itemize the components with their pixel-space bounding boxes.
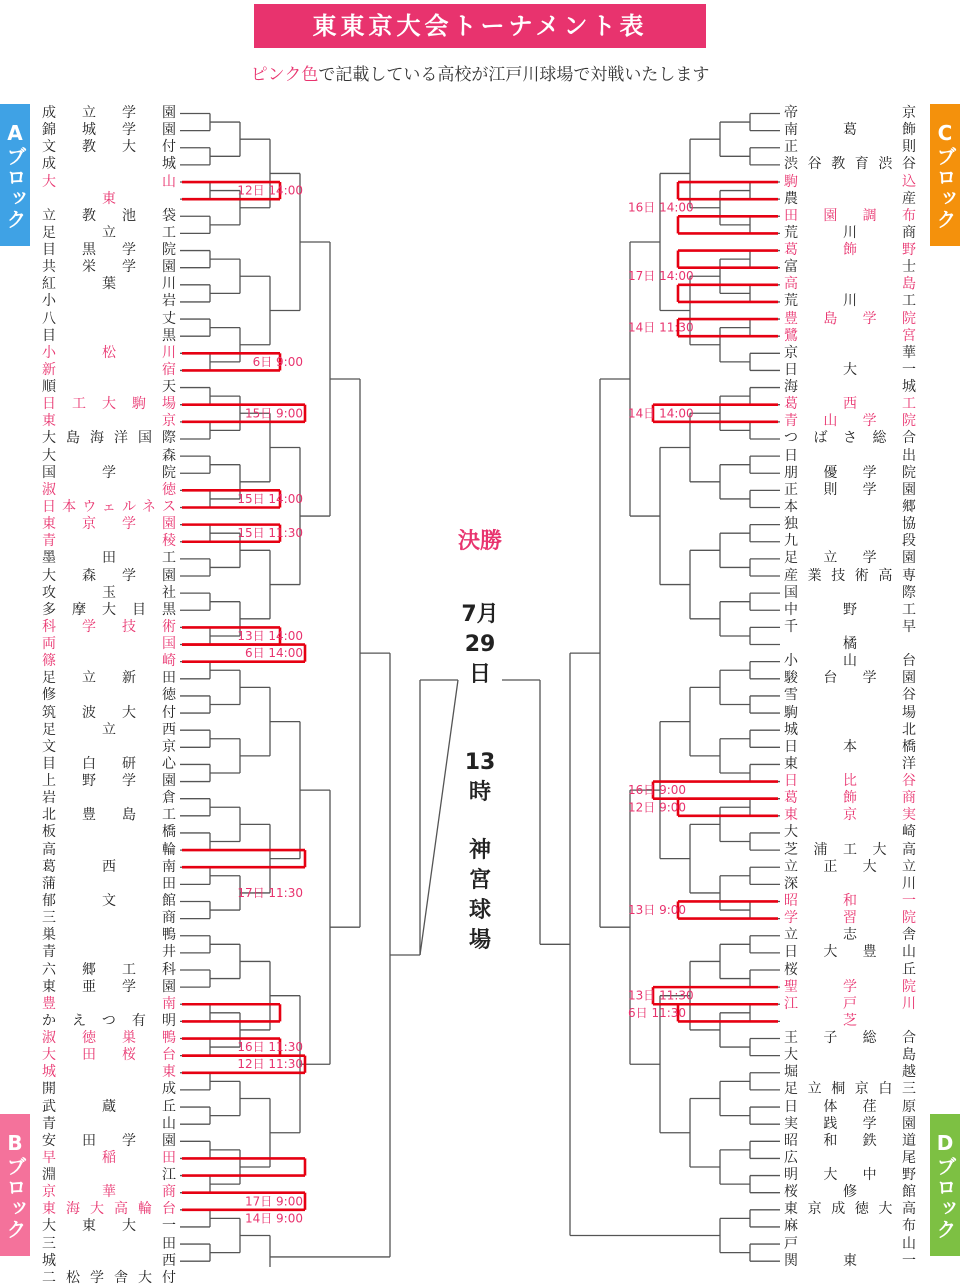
team-name: 両国 [42,636,176,653]
team-name: 田園調布 [784,207,916,224]
team-name: 東 [102,190,116,207]
team-name: 東京 [42,413,176,430]
team-name: 足立学園 [784,550,916,567]
team-name: 東洋 [784,755,916,772]
team-name: 葛西南 [42,858,176,875]
subtitle-pink-text: ピンク色 [250,65,319,85]
team-name: 駿台学園 [784,670,916,687]
team-name: 足立桐京白三 [784,1081,916,1098]
team-name: 東京実 [784,807,916,824]
block-d-label: Dブロック [930,1114,960,1256]
team-name: 荒川工 [784,293,916,310]
subtitle-text: で記載している高校が江戸川球場で対戦いたします [318,65,710,85]
team-name: 葛飾野 [784,242,916,259]
team-name: 安田学園 [42,1132,176,1149]
team-name: 目白研心 [42,755,176,772]
team-name: 城北 [784,721,916,738]
match-schedule-label: 13日 14:00 [237,628,303,643]
team-name: 広尾 [784,1149,916,1166]
team-name: 鷺宮 [784,327,916,344]
team-name: 新宿 [42,361,176,378]
match-schedule-label: 16日 11:30 [237,1040,303,1055]
team-name: 蒲田 [42,875,176,892]
team-name: 海城 [784,379,916,396]
team-name: 高島 [784,276,916,293]
team-name: 大東大一 [42,1218,176,1235]
team-name: 大島 [784,1047,916,1064]
team-name: 聖学院 [784,978,916,995]
match-schedule-label: 6日 9:00 [252,354,303,369]
team-name: 堀越 [784,1064,916,1081]
team-name: 篠崎 [42,653,176,670]
team-name: 正則学園 [784,481,916,498]
team-name: 学習院 [784,910,916,927]
team-name: 国際 [784,584,916,601]
final-label: 決勝 [457,529,502,554]
team-name: 葛西工 [784,396,916,413]
team-name: 八丈 [42,310,176,327]
team-name: 戸山 [784,1235,916,1252]
team-name: 錦城学園 [42,122,176,139]
team-name: 足立工 [42,224,176,241]
match-schedule-label: 12日 11:30 [237,1057,303,1072]
team-name: 大田桜台 [42,1047,176,1064]
team-name: 大山 [42,173,176,190]
team-name: 麻布 [784,1218,916,1235]
team-name: 青井 [42,944,176,961]
team-name: 青山学院 [784,413,916,430]
team-name: 淑徳 [42,481,176,498]
match-schedule-label: 17日 14:00 [628,269,694,284]
team-name: 独協 [784,516,916,533]
final-venue: 神宮球場 [468,838,491,953]
team-name: 多摩大目黒 [42,601,176,618]
block-b-label: Bブロック [0,1114,30,1256]
team-name: 昭和鉄道 [784,1132,916,1149]
team-name: 豊南 [42,995,176,1012]
team-name: つばさ総合 [784,430,916,447]
team-name: 目黒 [42,327,176,344]
team-name: 東京学園 [42,516,176,533]
team-name: 三商 [42,910,176,927]
team-name: 文教大付 [42,139,176,156]
match-schedule-label: 13日 11:30 [628,988,694,1003]
bracket-line [420,680,458,955]
team-name: 城西 [42,1252,176,1269]
team-name: 農産 [784,190,916,207]
team-name: 本郷 [784,498,916,515]
team-name: 青山 [42,1115,176,1132]
team-name: 武蔵丘 [42,1098,176,1115]
team-name: 青稜 [42,533,176,550]
match-schedule-label: 17日 9:00 [244,1194,303,1209]
team-name: 日比谷 [784,773,916,790]
team-name: 朋優学院 [784,464,916,481]
match-schedule-label: 15日 9:00 [244,406,303,421]
team-name: 帝京 [784,105,916,121]
team-name: 板橋 [42,824,176,841]
page-title: 東東京大会トーナメント表 [254,4,706,48]
team-name: 二松学舎大付 [42,1269,176,1286]
match-schedule-label: 13日 9:00 [628,903,687,918]
team-name: 荒川商 [784,224,916,241]
team-name: 日大一 [784,361,916,378]
team-name: 江戸川 [784,995,916,1012]
match-schedule-label: 15日 14:00 [237,491,303,506]
team-name: 三田 [42,1235,176,1252]
team-name: 順天 [42,379,176,396]
team-name: 北豊島工 [42,807,176,824]
team-name: かえつ有明 [42,1012,176,1029]
team-name: 岩倉 [42,790,176,807]
team-name: 中野工 [784,601,916,618]
final-date: 7月29日 [461,602,499,687]
team-name: 巣鴨 [42,927,176,944]
team-name: 大崎 [784,824,916,841]
team-name: 南葛飾 [784,122,916,139]
team-name: 桜修館 [784,1184,916,1201]
team-name: 実践学園 [784,1115,916,1132]
team-name: 城東 [42,1064,176,1081]
team-name: 立志舎 [784,927,916,944]
team-name: 大森学園 [42,567,176,584]
team-name: 芝浦工大高 [784,841,916,858]
team-name: 桜丘 [784,961,916,978]
team-name: 成立学園 [42,105,176,121]
team-name: 郁文館 [42,892,176,909]
team-name: 京華 [784,344,916,361]
team-name: 駒込 [784,173,916,190]
team-name: 文京 [42,738,176,755]
match-schedule-label: 17日 11:30 [237,885,303,900]
team-name: 日大豊山 [784,944,916,961]
team-name: 足立西 [42,721,176,738]
team-name: 雪谷 [784,687,916,704]
match-schedule-label: 14日 9:00 [244,1211,303,1226]
team-name: 紅葉川 [42,276,176,293]
match-schedule-label: 6日 14:00 [244,646,303,661]
team-name: 京華商 [42,1184,176,1201]
team-name: 立正大立 [784,858,916,875]
team-name: 千早 [784,618,916,635]
team-name: 筑波大付 [42,704,176,721]
team-name: 成城 [42,156,176,173]
team-name: 日工大駒場 [42,396,176,413]
team-name: 富士 [784,259,916,276]
team-name: 淵江 [42,1167,176,1184]
team-name: 小松川 [42,344,176,361]
team-name: 攻玉社 [42,584,176,601]
team-name: 共栄学園 [42,259,176,276]
team-name: 高輪 [42,841,176,858]
team-name: 東京成徳大高 [784,1201,916,1218]
team-name: 渋谷教育渋谷 [784,156,916,173]
team-name: 早稲田 [42,1149,176,1166]
team-name: 日出 [784,447,916,464]
team-name: 駒場 [784,704,916,721]
team-name: 上野学園 [42,773,176,790]
team-name: 王子総合 [784,1030,916,1047]
team-name: 明大中野 [784,1167,916,1184]
match-schedule-label: 15日 11:30 [237,526,303,541]
team-name: 国学院 [42,464,176,481]
team-name: 小岩 [42,293,176,310]
team-name: 科学技術 [42,618,176,635]
team-name: 修徳 [42,687,176,704]
team-name: 正則 [784,139,916,156]
match-schedule-label: 14日 11:30 [628,320,694,335]
team-name: 淑徳巣鴨 [42,1030,176,1047]
team-name: 日本橋 [784,738,916,755]
team-name: 東亜学園 [42,978,176,995]
final-time: 13時 [464,750,496,805]
team-name: 葛飾商 [784,790,916,807]
team-name: 九段 [784,533,916,550]
team-name: 六郷工科 [42,961,176,978]
team-name: 小山台 [784,653,916,670]
match-schedule-label: 16日 9:00 [628,783,687,798]
team-name: 大森 [42,447,176,464]
team-name: 足立新田 [42,670,176,687]
team-name: 深川 [784,875,916,892]
match-schedule-label: 12日 9:00 [628,800,687,815]
block-c-label: Cブロック [930,104,960,246]
team-name: 立教池袋 [42,207,176,224]
team-name: 関東一 [784,1252,916,1269]
match-schedule-label: 6日 11:30 [628,1005,687,1020]
team-name: 産業技術高専 [784,567,916,584]
match-schedule-label: 12日 14:00 [237,183,303,198]
team-name: 芝 [843,1012,857,1029]
match-schedule-label: 16日 14:00 [628,200,694,215]
team-name: 日本ウェルネス [42,498,176,515]
team-name: 目黒学院 [42,242,176,259]
block-a-label: Aブロック [0,104,30,246]
team-name: 墨田工 [42,550,176,567]
match-schedule-label: 14日 14:00 [628,406,694,421]
team-name: 東海大高輪台 [42,1201,176,1218]
team-name: 日体荏原 [784,1098,916,1115]
team-name: 豊島学院 [784,310,916,327]
team-name: 橘 [843,636,857,653]
team-name: 昭和一 [784,892,916,909]
team-name: 大島海洋国際 [42,430,176,447]
team-name: 開成 [42,1081,176,1098]
